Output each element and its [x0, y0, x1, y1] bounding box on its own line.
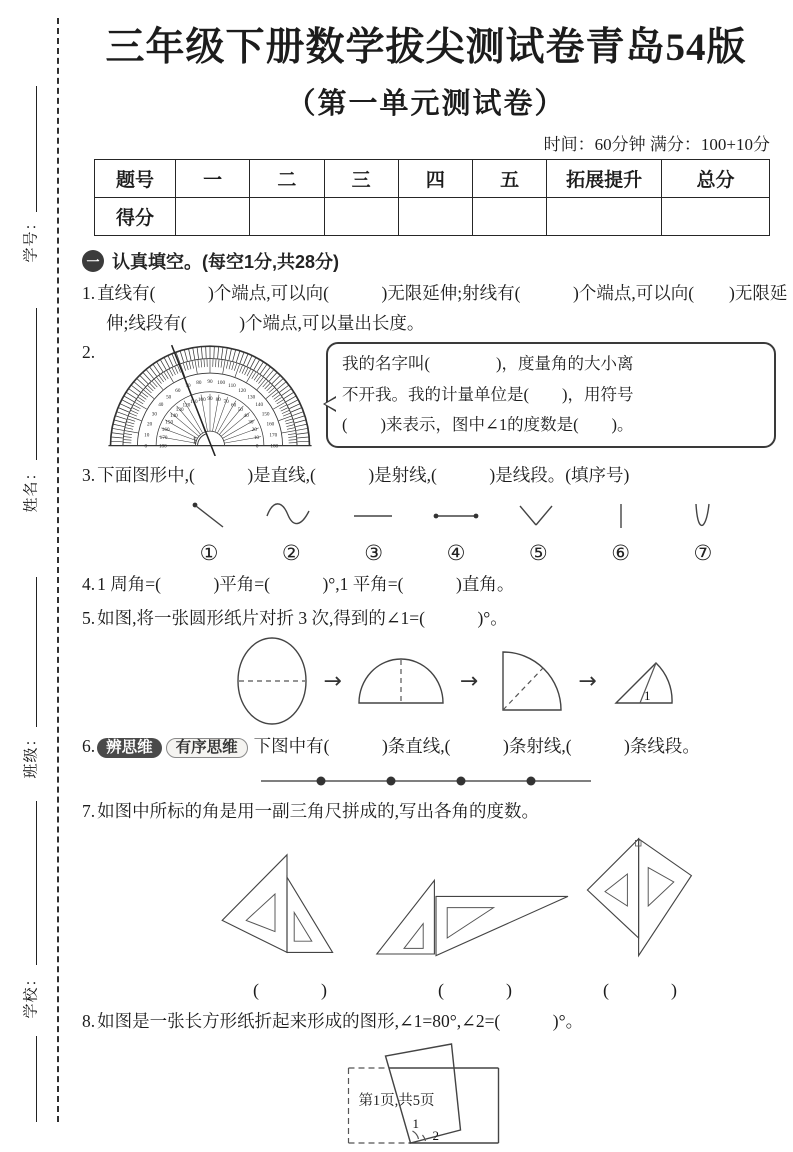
svg-text:10: 10 [144, 432, 150, 438]
seal-line [57, 18, 59, 1122]
score-row-label: 得分 [95, 197, 176, 235]
svg-text:120: 120 [183, 402, 191, 408]
answer-parens: ( ) [438, 976, 514, 1002]
svg-text:180: 180 [270, 444, 278, 450]
question-number: 1. [82, 283, 95, 303]
score-cell [398, 197, 472, 235]
question-7 [82, 796, 793, 826]
svg-text:90: 90 [207, 396, 213, 402]
svg-text:160: 160 [266, 422, 274, 428]
score-header-row [95, 159, 770, 197]
figure-wedge [610, 655, 678, 707]
svg-text:100: 100 [217, 380, 225, 386]
shape-item [263, 500, 319, 565]
page-title: 三年级下册数学拔尖测试卷青岛54版 [76, 26, 776, 71]
svg-text:70: 70 [185, 383, 191, 389]
write-line [36, 801, 37, 965]
shape-item [510, 500, 566, 565]
svg-text:20: 20 [147, 422, 153, 428]
svg-text:40: 40 [244, 413, 250, 419]
svg-text:170: 170 [160, 435, 168, 441]
svg-text:180: 180 [159, 443, 167, 449]
svg-text:130: 130 [247, 394, 255, 400]
svg-text:120: 120 [238, 388, 246, 394]
question-5 [82, 603, 793, 633]
svg-text:90: 90 [207, 379, 213, 385]
question-8 [82, 1006, 793, 1036]
score-header-cell: 拓展提升 [547, 159, 662, 197]
answer-parens: ( ) [253, 976, 329, 1002]
question-text: 下面图形中,( )是直线,( )是射线,( )是线段。(填序号) [97, 465, 629, 485]
svg-text:0: 0 [256, 443, 259, 449]
write-line [36, 577, 37, 727]
write-line [36, 86, 37, 212]
protractor-figure [106, 342, 314, 456]
bubble-line: 不开我。我的计量单位是( )，用符号 [342, 380, 762, 411]
question-number: 3. [82, 465, 95, 485]
svg-text:140: 140 [255, 402, 263, 408]
figure-quarter-circle [491, 648, 565, 714]
score-header-cell: 一 [176, 159, 250, 197]
setsquare-item [581, 834, 701, 1002]
svg-text:50: 50 [166, 394, 172, 400]
answer-parens: ( ) [603, 976, 679, 1002]
score-cell [547, 197, 662, 235]
question-6 [82, 731, 793, 762]
score-header-cell: 二 [250, 159, 324, 197]
question-number: 4. [82, 574, 95, 594]
exam-page [76, 0, 776, 1152]
svg-text:40: 40 [158, 402, 164, 408]
setsquare-item [372, 874, 580, 1002]
question-text: 如图是一张长方形纸折起来形成的图形,∠1=80°,∠2=( )°。 [97, 1011, 583, 1031]
question-number: 8. [82, 1011, 95, 1031]
figure-setsquares-3 [581, 834, 701, 962]
question-1 [82, 278, 793, 338]
score-header-cell: 题号 [95, 159, 176, 197]
shape-number-label: ⑤ [529, 541, 548, 565]
bubble-line: 我的名字叫( )，度量角的大小离 [342, 349, 762, 380]
shape-number-label: ④ [447, 541, 466, 565]
score-cell [324, 197, 398, 235]
shape-number-label: ⑥ [611, 541, 630, 565]
svg-text:160: 160 [162, 427, 170, 433]
arrow-icon: → [323, 669, 341, 694]
figure-curve-v [675, 500, 731, 532]
svg-text:10: 10 [254, 435, 260, 441]
score-header-cell: 三 [324, 159, 398, 197]
svg-text:170: 170 [269, 432, 277, 438]
shape-item [428, 500, 484, 565]
shape-item [346, 500, 402, 565]
figure-curve [263, 500, 319, 532]
svg-text:110: 110 [228, 383, 236, 389]
bubble-line: ( )来表示，图中∠1的度数是( )。 [342, 410, 762, 441]
badge-bian-siwei: 辨思维 [97, 738, 162, 758]
svg-text:130: 130 [176, 407, 184, 413]
svg-text:70: 70 [224, 399, 230, 405]
svg-text:60: 60 [231, 402, 237, 408]
svg-text:140: 140 [170, 413, 178, 419]
question-text: 如图,将一张圆形纸片对折 3 次,得到的∠1=( )°。 [97, 608, 508, 628]
question-number: 7. [82, 801, 95, 821]
figure-line [346, 500, 402, 532]
score-cell [473, 197, 547, 235]
badge-youxu-siwei: 有序思维 [166, 738, 248, 758]
shape-number-label: ② [282, 541, 301, 565]
question-3 [82, 460, 793, 490]
shape-item [593, 500, 649, 565]
figure-segment [428, 500, 484, 532]
svg-text:20: 20 [252, 427, 258, 433]
svg-text:100: 100 [198, 397, 206, 403]
svg-text:150: 150 [165, 420, 173, 426]
score-cell [662, 197, 770, 235]
figure-ray [181, 500, 237, 532]
figure-setsquares-2 [372, 874, 580, 962]
wedge-angle-label: 1 [644, 688, 651, 703]
arrow-icon: → [578, 669, 596, 694]
figure-shapes-row [181, 500, 731, 565]
svg-text:80: 80 [216, 397, 222, 403]
score-value-row [95, 197, 770, 235]
score-cell [176, 197, 250, 235]
school-label: 学校： [20, 959, 41, 1031]
question-text: 直线有( )个端点,可以向( )无限延伸;射线有( )个端点,可以向( )无限延伸;线段有( )个端点,可以量出长度。 [97, 283, 787, 333]
name-label: 姓名： [20, 453, 41, 525]
figure-angle [510, 500, 566, 532]
score-table [94, 159, 770, 236]
page-subtitle: （第一单元测试卷） [76, 81, 776, 122]
svg-text:110: 110 [190, 399, 198, 405]
speech-bubble [326, 342, 776, 448]
question-number: 6. [82, 736, 95, 756]
angle-1-label: 1 [413, 1116, 420, 1131]
svg-text:50: 50 [238, 407, 244, 413]
class-label: 班级： [20, 719, 41, 791]
section-number-icon: 一 [82, 250, 104, 272]
shape-item [181, 500, 237, 565]
write-line [36, 308, 37, 460]
student-id-label: 学号： [20, 203, 41, 275]
figure-vertical-line [593, 500, 649, 532]
score-header-cell: 五 [473, 159, 547, 197]
angle-2-label: 2 [433, 1128, 440, 1143]
shape-number-label: ③ [364, 541, 383, 565]
svg-text:30: 30 [248, 420, 254, 426]
exam-meta: 时间：60分钟 满分：100+10分 [76, 130, 770, 155]
score-header-cell: 总分 [662, 159, 770, 197]
question-4 [82, 569, 793, 599]
question-text: 下图中有( )条直线,( )条射线,( )条线段。 [254, 736, 700, 756]
question-text: 1 周角=( )平角=( )°,1 平角=( )直角。 [97, 574, 514, 594]
figure-line-with-points [256, 770, 596, 792]
svg-text:60: 60 [175, 388, 181, 394]
figure-fold-sequence [136, 635, 776, 727]
section-1-header [82, 248, 776, 274]
figure-setsquares-1 [211, 850, 371, 962]
question-number: 2. [82, 342, 106, 363]
figure-setsquares-row [211, 834, 701, 1002]
svg-text:150: 150 [262, 411, 270, 417]
svg-text:80: 80 [196, 380, 202, 386]
figure-semicircle [355, 655, 447, 707]
setsquare-item [211, 850, 371, 1002]
shape-item [675, 500, 731, 565]
score-header-cell: 四 [398, 159, 472, 197]
score-cell [250, 197, 324, 235]
section-title: 认真填空。(每空1分,共28分) [112, 248, 339, 274]
shape-number-label: ① [200, 541, 219, 565]
svg-text:0: 0 [144, 444, 147, 450]
figure-circle [234, 635, 310, 727]
page-footer: 第1页,共5页 [0, 1089, 793, 1110]
protractor-angle-label: 1 [192, 437, 197, 447]
question-2 [82, 342, 776, 456]
svg-text:30: 30 [152, 411, 158, 417]
arrow-icon: → [460, 669, 478, 694]
shape-number-label: ⑦ [694, 541, 713, 565]
question-text: 如图中所标的角是用一副三角尺拼成的,写出各角的度数。 [97, 801, 539, 821]
question-number: 5. [82, 608, 95, 628]
